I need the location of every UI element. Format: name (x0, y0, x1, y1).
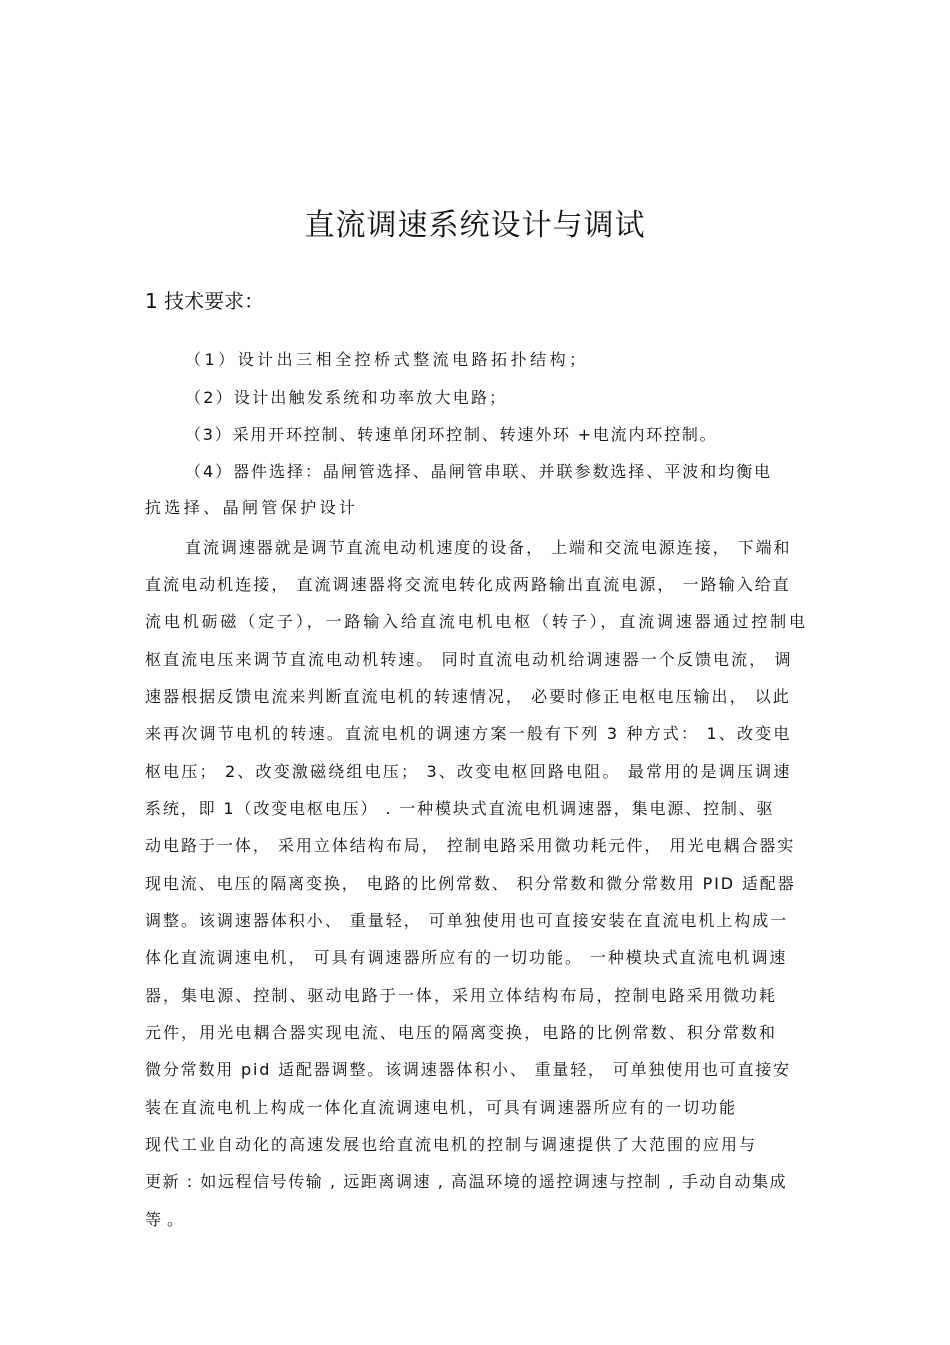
body-paragraph-line: 调整。该调速器体积小、 重量轻， 可单独使用也可直接安装在直流电机上构成一 (145, 911, 789, 930)
document-title: 直流调速系统设计与调试 (304, 208, 646, 243)
body-paragraph-line: 速器根据反馈电流来判断直流电机的转速情况， 必要时修正电枢电压输出， 以此 (145, 687, 791, 706)
body-paragraph-line: 元件，用光电耦合器实现电流、电压的隔离变换，电路的比例常数、积分常数和 (145, 1023, 778, 1042)
body-paragraph-line: 现代工业自动化的高速发展也给直流电机的控制与调速提供了大范围的应用与 (145, 1135, 758, 1154)
body-paragraph-line: 动电路于一体， 采用立体结构布局， 控制电路采用微功耗元件， 用光电耦合器实 (145, 836, 796, 855)
requirement-item: （4）器件选择：晶闸管选择、晶闸管串联、并联参数选择、平波和均衡电 (185, 462, 773, 481)
body-paragraph-line: 更新 : 如远程信号传输 , 远距离调速 , 高温环境的遥控调速与控制 , 手动自动集成 (145, 1172, 788, 1191)
requirement-item: （3）采用开环控制、转速单闭环控制、转速外环 +电流内环控制。 (185, 425, 718, 444)
requirement-item: （1）设计出三相全控桥式整流电路拓扑结构； (185, 350, 589, 369)
body-paragraph-line: 装在直流电机上构成一体化直流调速电机，可具有调速器所应有的一切功能 (145, 1098, 737, 1117)
body-paragraph-line: 来再次调节电机的转速。直流电机的调速方案一般有下列 3 种方式： 1、改变电 (145, 724, 792, 743)
body-paragraph-line: 枢直流电压来调节直流电动机转速。 同时直流电动机给调速器一个反馈电流， 调 (145, 650, 793, 669)
section-heading: 1 技术要求： (145, 289, 265, 313)
body-paragraph-line: 等。 (145, 1210, 190, 1229)
body-paragraph-line: 直流调速器就是调节直流电动机速度的设备， 上端和交流电源连接， 下端和 (185, 538, 792, 557)
body-paragraph-line: 现电流、电压的隔离变换， 电路的比例常数、 积分常数和微分常数用 PID 适配器 (145, 874, 796, 893)
body-paragraph-line: 枢电压； 2、改变激磁绕组电压； 3、改变电枢回路电阻。 最常用的是调压调速 (145, 762, 792, 781)
body-paragraph-line: 器，集电源、控制、驱动电路于一体，采用立体结构布局，控制电路采用微功耗 (145, 986, 778, 1005)
body-paragraph-line: 系统，即 1（改变电枢电压） . 一种模块式直流电机调速器，集电源、控制、驱 (145, 799, 775, 818)
body-paragraph-line: 直流电动机连接， 直流调速器将交流电转化成两路输出直流电源， 一路输入给直 (145, 575, 791, 594)
requirement-item-continued: 抗选择、晶闸管保护设计 (145, 498, 359, 517)
body-paragraph-line: 流电机砺磁（定子），一路输入给直流电机电枢（转子），直流调速器通过控制电 (145, 612, 808, 631)
body-paragraph-line: 体化直流调速电机， 可具有调速器所应有的一切功能。 一种模块式直流电机调速 (145, 948, 788, 967)
body-paragraph-line: 微分常数用 pid 适配器调整。该调速器体积小、 重量轻， 可单独使用也可直接安 (145, 1060, 791, 1079)
requirement-item: （2）设计出触发系统和功率放大电路； (185, 388, 508, 407)
